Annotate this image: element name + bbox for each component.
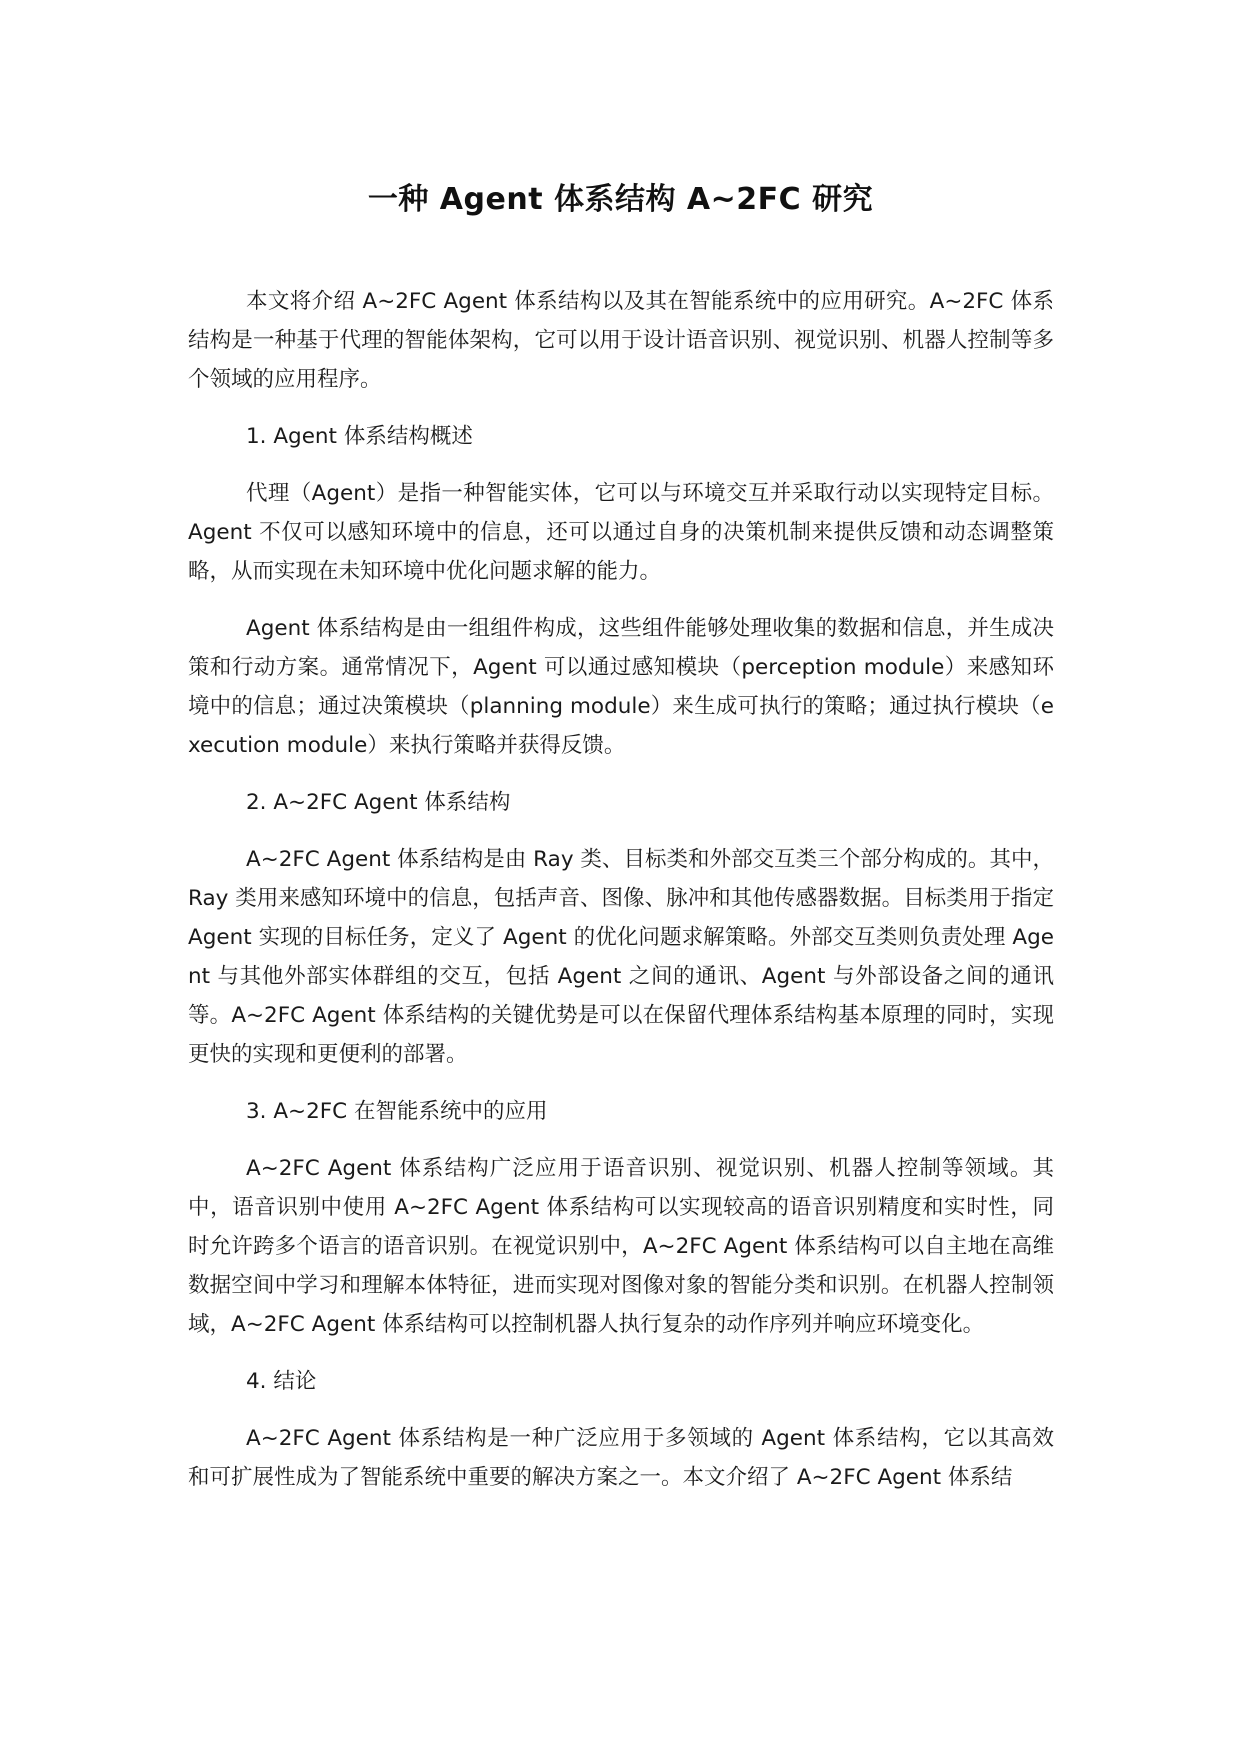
intro-paragraph: 本文将介绍 A~2FC Agent 体系结构以及其在智能系统中的应用研究。A~2FC 体系结构是一种基于代理的智能体架构，它可以用于设计语音识别、视觉识别、机器人控制等多个领域的应用程序。 [188, 289, 1054, 392]
section-2-paragraph-1: A~2FC Agent 体系结构是由 Ray 类、目标类和外部交互类三个部分构成的。其中，Ray 类用来感知环境中的信息，包括声音、图像、脉冲和其他传感器数据。目标类用于指定 Agent 实现的目标任务，定义了 Agent 的优化问题求解策略。外部交互类则负责处理 Agent 与其他外部实体群组的交互，包括 Agent 之间的通讯、Agent 与外部设备之间的通讯等。A~2FC Agent 体系结构的关键优势是可以在保留代理体系结构基本原理的同时，实现更快的实现和更便利的部署。 [188, 847, 1054, 1067]
section-2-heading: 2. A~2FC Agent 体系结构 [246, 790, 511, 815]
section-1-paragraph-2: Agent 体系结构是由一组组件构成，这些组件能够处理收集的数据和信息，并生成决策和行动方案。通常情况下，Agent 可以通过感知模块（perception module）来感知环境中的信息；通过决策模块（planning module）来生成可执行的策略；通过执行模块（execution module）来执行策略并获得反馈。 [188, 616, 1054, 758]
section-1-heading: 1. Agent 体系结构概述 [246, 424, 473, 449]
section-3-heading: 3. A~2FC 在智能系统中的应用 [246, 1099, 548, 1124]
document-body [188, 282, 1054, 1515]
section-1-paragraph-1: 代理（Agent）是指一种智能实体，它可以与环境交互并采取行动以实现特定目标。Agent 不仅可以感知环境中的信息，还可以通过自身的决策机制来提供反馈和动态调整策略，从而实现在未知环境中优化问题求解的能力。 [188, 481, 1054, 584]
section-4-heading: 4. 结论 [246, 1369, 317, 1394]
document-title: 一种 Agent 体系结构 A~2FC 研究 [367, 182, 874, 217]
section-4-paragraph-1: A~2FC Agent 体系结构是一种广泛应用于多领域的 Agent 体系结构，它以其高效和可扩展性成为了智能系统中重要的解决方案之一。本文介绍了 A~2FC Agent 体系结 [188, 1426, 1054, 1490]
section-3-paragraph-1: A~2FC Agent 体系结构广泛应用于语音识别、视觉识别、机器人控制等领域。其中，语音识别中使用 A~2FC Agent 体系结构可以实现较高的语音识别精度和实时性，同时允许跨多个语言的语音识别。在视觉识别中，A~2FC Agent 体系结构可以自主地在高维数据空间中学习和理解本体特征，进而实现对图像对象的智能分类和识别。在机器人控制领域，A~2FC Agent 体系结构可以控制机器人执行复杂的动作序列并响应环境变化。 [188, 1156, 1054, 1337]
